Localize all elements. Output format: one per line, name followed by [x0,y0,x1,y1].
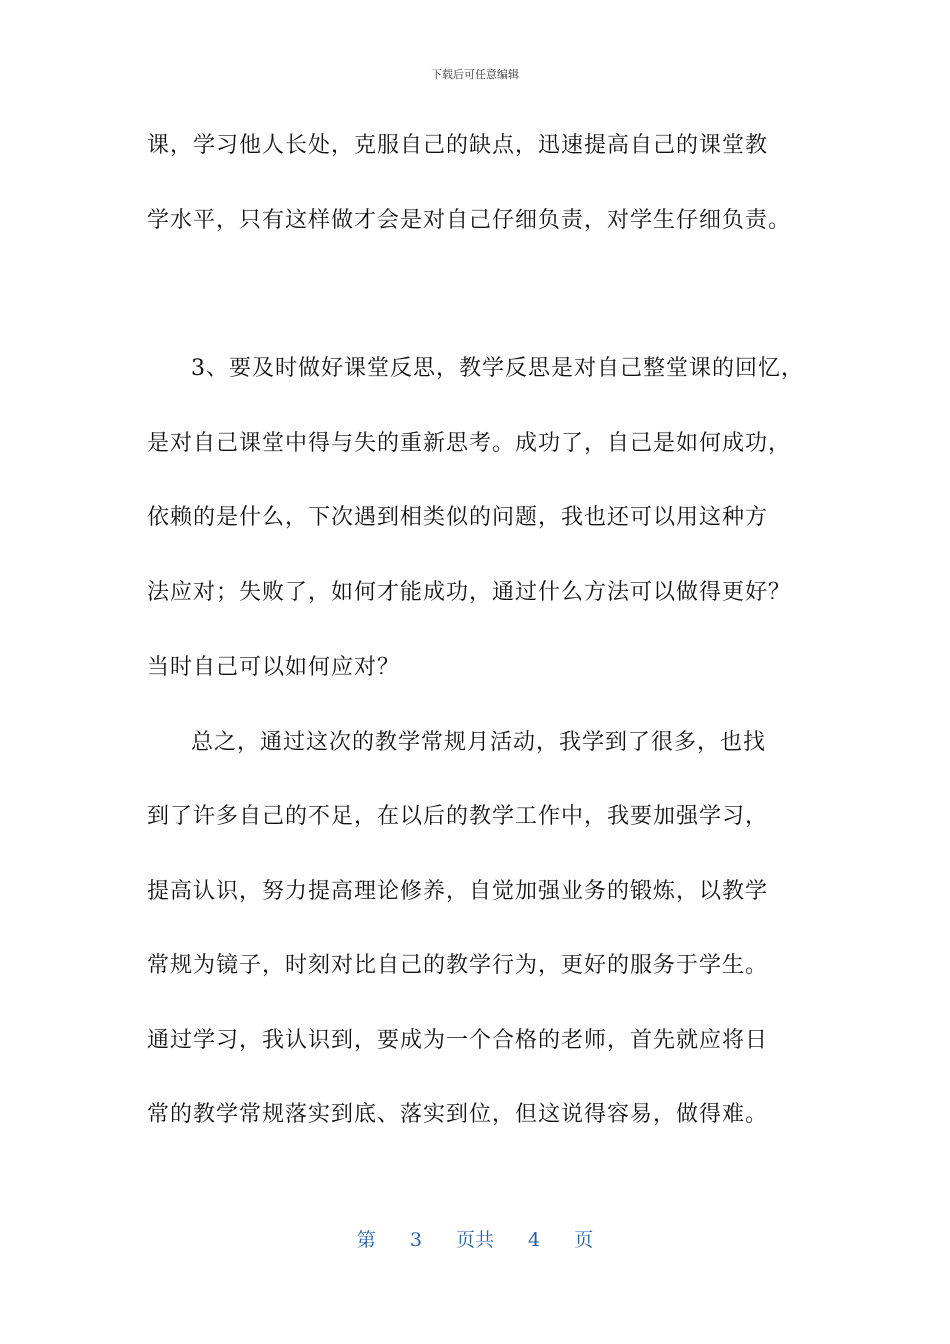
text-line: 总之，通过这次的教学常规月活动，我学到了很多，也找 [191,730,767,755]
text-line: 当时自己可以如何应对？ [147,655,401,680]
text-line: 法应对；失败了，如何才能成功，通过什么方法可以做得更好？ [147,580,792,605]
footer-suffix: 页 [574,1229,594,1251]
footer-prefix: 第 [356,1229,376,1251]
text-line: 学水平，只有这样做才会是对自己仔细负责，对学生仔细负责。 [147,208,792,233]
text-line: 到了许多自己的不足，在以后的教学工作中，我要加强学习， [147,804,769,829]
text-line: 3、要及时做好课堂反思，教学反思是对自己整堂课的回忆， [191,356,804,381]
text-line: 依赖的是什么，下次遇到相类似的问题，我也还可以用这种方 [147,505,769,530]
text-line: 常的教学常规落实到底、落实到位，但这说得容易，做得难。 [147,1102,769,1127]
text-line: 课，学习他人长处，克服自己的缺点，迅速提高自己的课堂教 [147,133,769,158]
total-pages-number: 4 [528,1229,541,1251]
text-line: 常规为镜子，时刻对比自己的教学行为，更好的服务于学生。 [147,953,769,978]
current-page-number: 3 [409,1229,422,1251]
page-number-footer [0,1225,950,1252]
text-line: 通过学习，我认识到，要成为一个合格的老师，首先就应将日 [147,1028,769,1053]
footer-middle: 页共 [455,1229,494,1251]
page-header-note: 下载后可任意编辑 [431,68,519,81]
text-line: 是对自己课堂中得与失的重新思考。成功了，自己是如何成功， [147,431,792,456]
text-line: 提高认识，努力提高理论修养，自觉加强业务的锻炼，以教学 [147,879,769,904]
